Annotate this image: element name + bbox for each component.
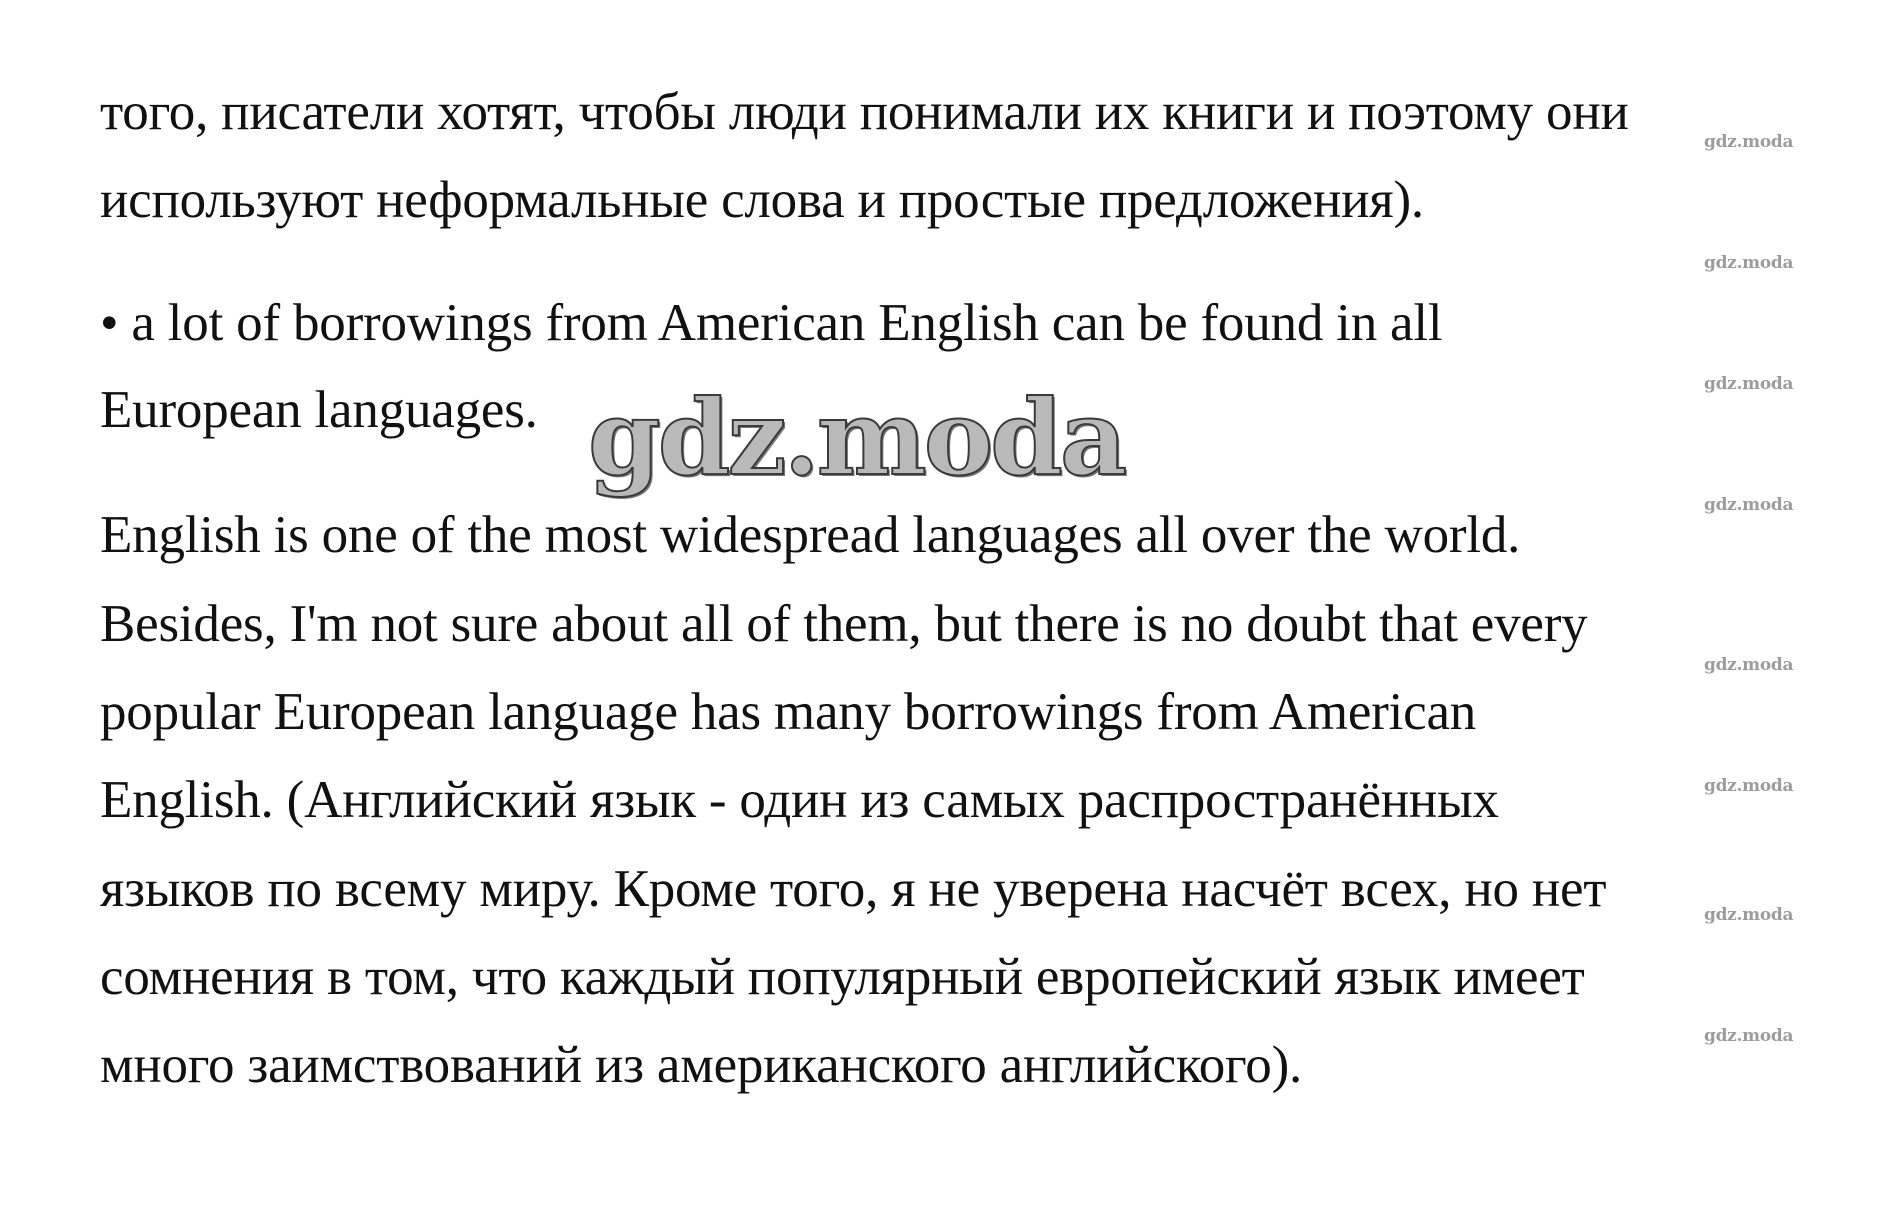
watermark-small: gdz.moda	[1704, 495, 1794, 515]
text-line-10: сомнения в том, что каждый популярный европейский язык имеет	[100, 948, 1585, 1006]
text-line-5: English is one of the most widespread languages all over the world.	[100, 506, 1521, 564]
watermark-small: gdz.moda	[1704, 132, 1794, 152]
text-line-3: • a lot of borrowings from American English can be found in all	[100, 294, 1443, 352]
watermark-small: gdz.moda	[1704, 655, 1794, 675]
watermark-logo: gdz.moda	[588, 376, 1125, 499]
watermark-small: gdz.moda	[1704, 776, 1794, 796]
watermark-small: gdz.moda	[1704, 1026, 1794, 1046]
text-line-2: используют неформальные слова и простые предложения).	[100, 171, 1424, 229]
text-line-7: popular European language has many borrowings from American	[100, 683, 1477, 741]
text-line-4: European languages.	[100, 381, 538, 439]
text-line-1: того, писатели хотят, чтобы люди понимали их книги и поэтому они	[100, 83, 1629, 141]
text-line-9: языков по всему миру. Кроме того, я не уверена насчёт всех, но нет	[100, 860, 1607, 918]
watermark-small: gdz.moda	[1704, 374, 1794, 394]
text-line-8: English. (Английский язык - один из самых распространённых	[100, 771, 1499, 829]
watermark-small: gdz.moda	[1704, 905, 1794, 925]
text-line-11: много заимствований из американского английского).	[100, 1036, 1303, 1094]
watermark-small: gdz.moda	[1704, 253, 1794, 273]
text-line-6: Besides, I'm not sure about all of them, but there is no doubt that every	[100, 595, 1588, 653]
